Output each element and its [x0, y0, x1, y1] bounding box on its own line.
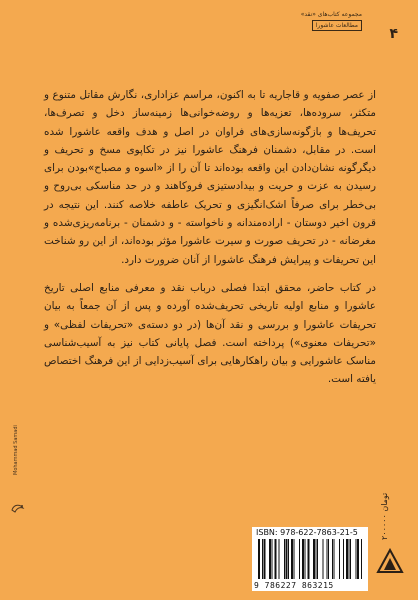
barcode-bar: [350, 539, 351, 579]
designer-credit: Mohammad Samadi: [13, 425, 19, 475]
barcode-bar: [323, 539, 324, 579]
barcode: [252, 527, 368, 591]
barcode-bar: [361, 539, 362, 579]
barcode-bar: [286, 539, 288, 579]
barcode-bar: [327, 539, 328, 579]
barcode-bar: [279, 539, 280, 579]
barcode-bar: [269, 539, 271, 579]
volume-number: ۴: [389, 26, 398, 42]
barcode-bar: [343, 539, 344, 579]
barcode-bar: [294, 539, 295, 579]
barcode-bar: [299, 539, 300, 579]
price: ۲۰۰۰۰۰ تومان: [380, 492, 389, 540]
barcode-bar: [357, 539, 359, 579]
barcode-digits: 9 786227 863215: [254, 581, 334, 590]
barcode-bar: [356, 539, 357, 579]
isbn-label: ISBN: 978-622-7863-21-5: [256, 528, 358, 537]
barcode-bar: [313, 539, 315, 579]
barcode-bar: [291, 539, 293, 579]
blurb: [44, 86, 376, 399]
barcode-bar: [264, 539, 266, 579]
barcode-bar: [339, 539, 340, 579]
barcode-bar: [317, 539, 318, 579]
barcode-bar: [308, 539, 310, 579]
blurb-paragraph-2: در کتاب حاضر، محقق ابتدا فصلی درباب نقد و معرفی منابع اصلی تاریخ عاشورا و منابع اولیه تاریخی تحریف‌شده آورده و پس از آن جمعاً به بیان تحریفات عاشورا و بررسی و نقد آن‌ها (در دو دسته‌ی «تحریفات لفظی» و «تحریفات معنوی») پرداخته است. فصل پایانی کتاب نیز به آسیب‌شناسی مناسک عاشورایی و بیان راهکارهایی برای آسیب‌زدایی از این فرهنگ اختصاص یافته است.: [44, 281, 376, 386]
barcode-bar: [288, 539, 289, 579]
barcode-bars: [258, 539, 362, 579]
barcode-bar: [349, 539, 350, 579]
blurb-paragraph-1: از عصر صفویه و قاجاریه تا به اکنون، مراسم عزاداری، نگارش مقاتل متنوع و متکثر، سروده‌ها، تعزیه‌ها و روضه‌خوانی‌ها زمینه‌ساز دخل و تصرف‌ها، تحریف‌ها و بازگونه‌سازی‌های فراوان در اصل و هدف واقعه عاشورا شده است. در مقابل، دشمنان فرهنگ عاشورا نیز در تکاپوی مسخ و تحریف و دیگرگونه نشان‌دادن این واقعه بوده‌اند تا آن را از «اسوه و مصباح»بودن برای رسیدن به عزت و حریت و بیدادستیزی فروکاهند و در حد مناسکی بی‌روح و بی‌خطر برای صرفاً اشک‌انگیزی و تحریک عاطفه خلاصه کنند. این نتیجه در قرون اخیر دوستان - اراده‌مندانه و ناخواسته - و دشمنان - برنامه‌ریزی‌شده و مغرضانه - در تحریف صورت و سیرت عاشورا مؤثر بوده‌اند، از این رو شناخت این تحریفات و پیرایش فرهنگ عاشورا از آنان ضرورت دارد.: [44, 89, 376, 266]
barcode-bar: [302, 539, 304, 579]
barcode-bar: [316, 539, 317, 579]
barcode-bar: [284, 539, 285, 579]
barcode-bar: [328, 539, 329, 579]
barcode-bar: [332, 539, 333, 579]
barcode-bar: [272, 539, 273, 579]
barcode-bar: [305, 539, 306, 579]
barcode-bar: [275, 539, 277, 579]
series-line-1: مجموعه کتاب‌های «نقد»: [300, 11, 362, 18]
series-line-2: مطالعات عاشورا: [312, 20, 362, 31]
barcode-bar: [258, 539, 260, 579]
bird-logo-icon: [10, 500, 26, 516]
triangle-logo-icon: [376, 548, 404, 576]
barcode-bar: [334, 539, 335, 579]
barcode-bar: [262, 539, 263, 579]
series-title: [242, 10, 362, 31]
barcode-bar: [346, 539, 348, 579]
